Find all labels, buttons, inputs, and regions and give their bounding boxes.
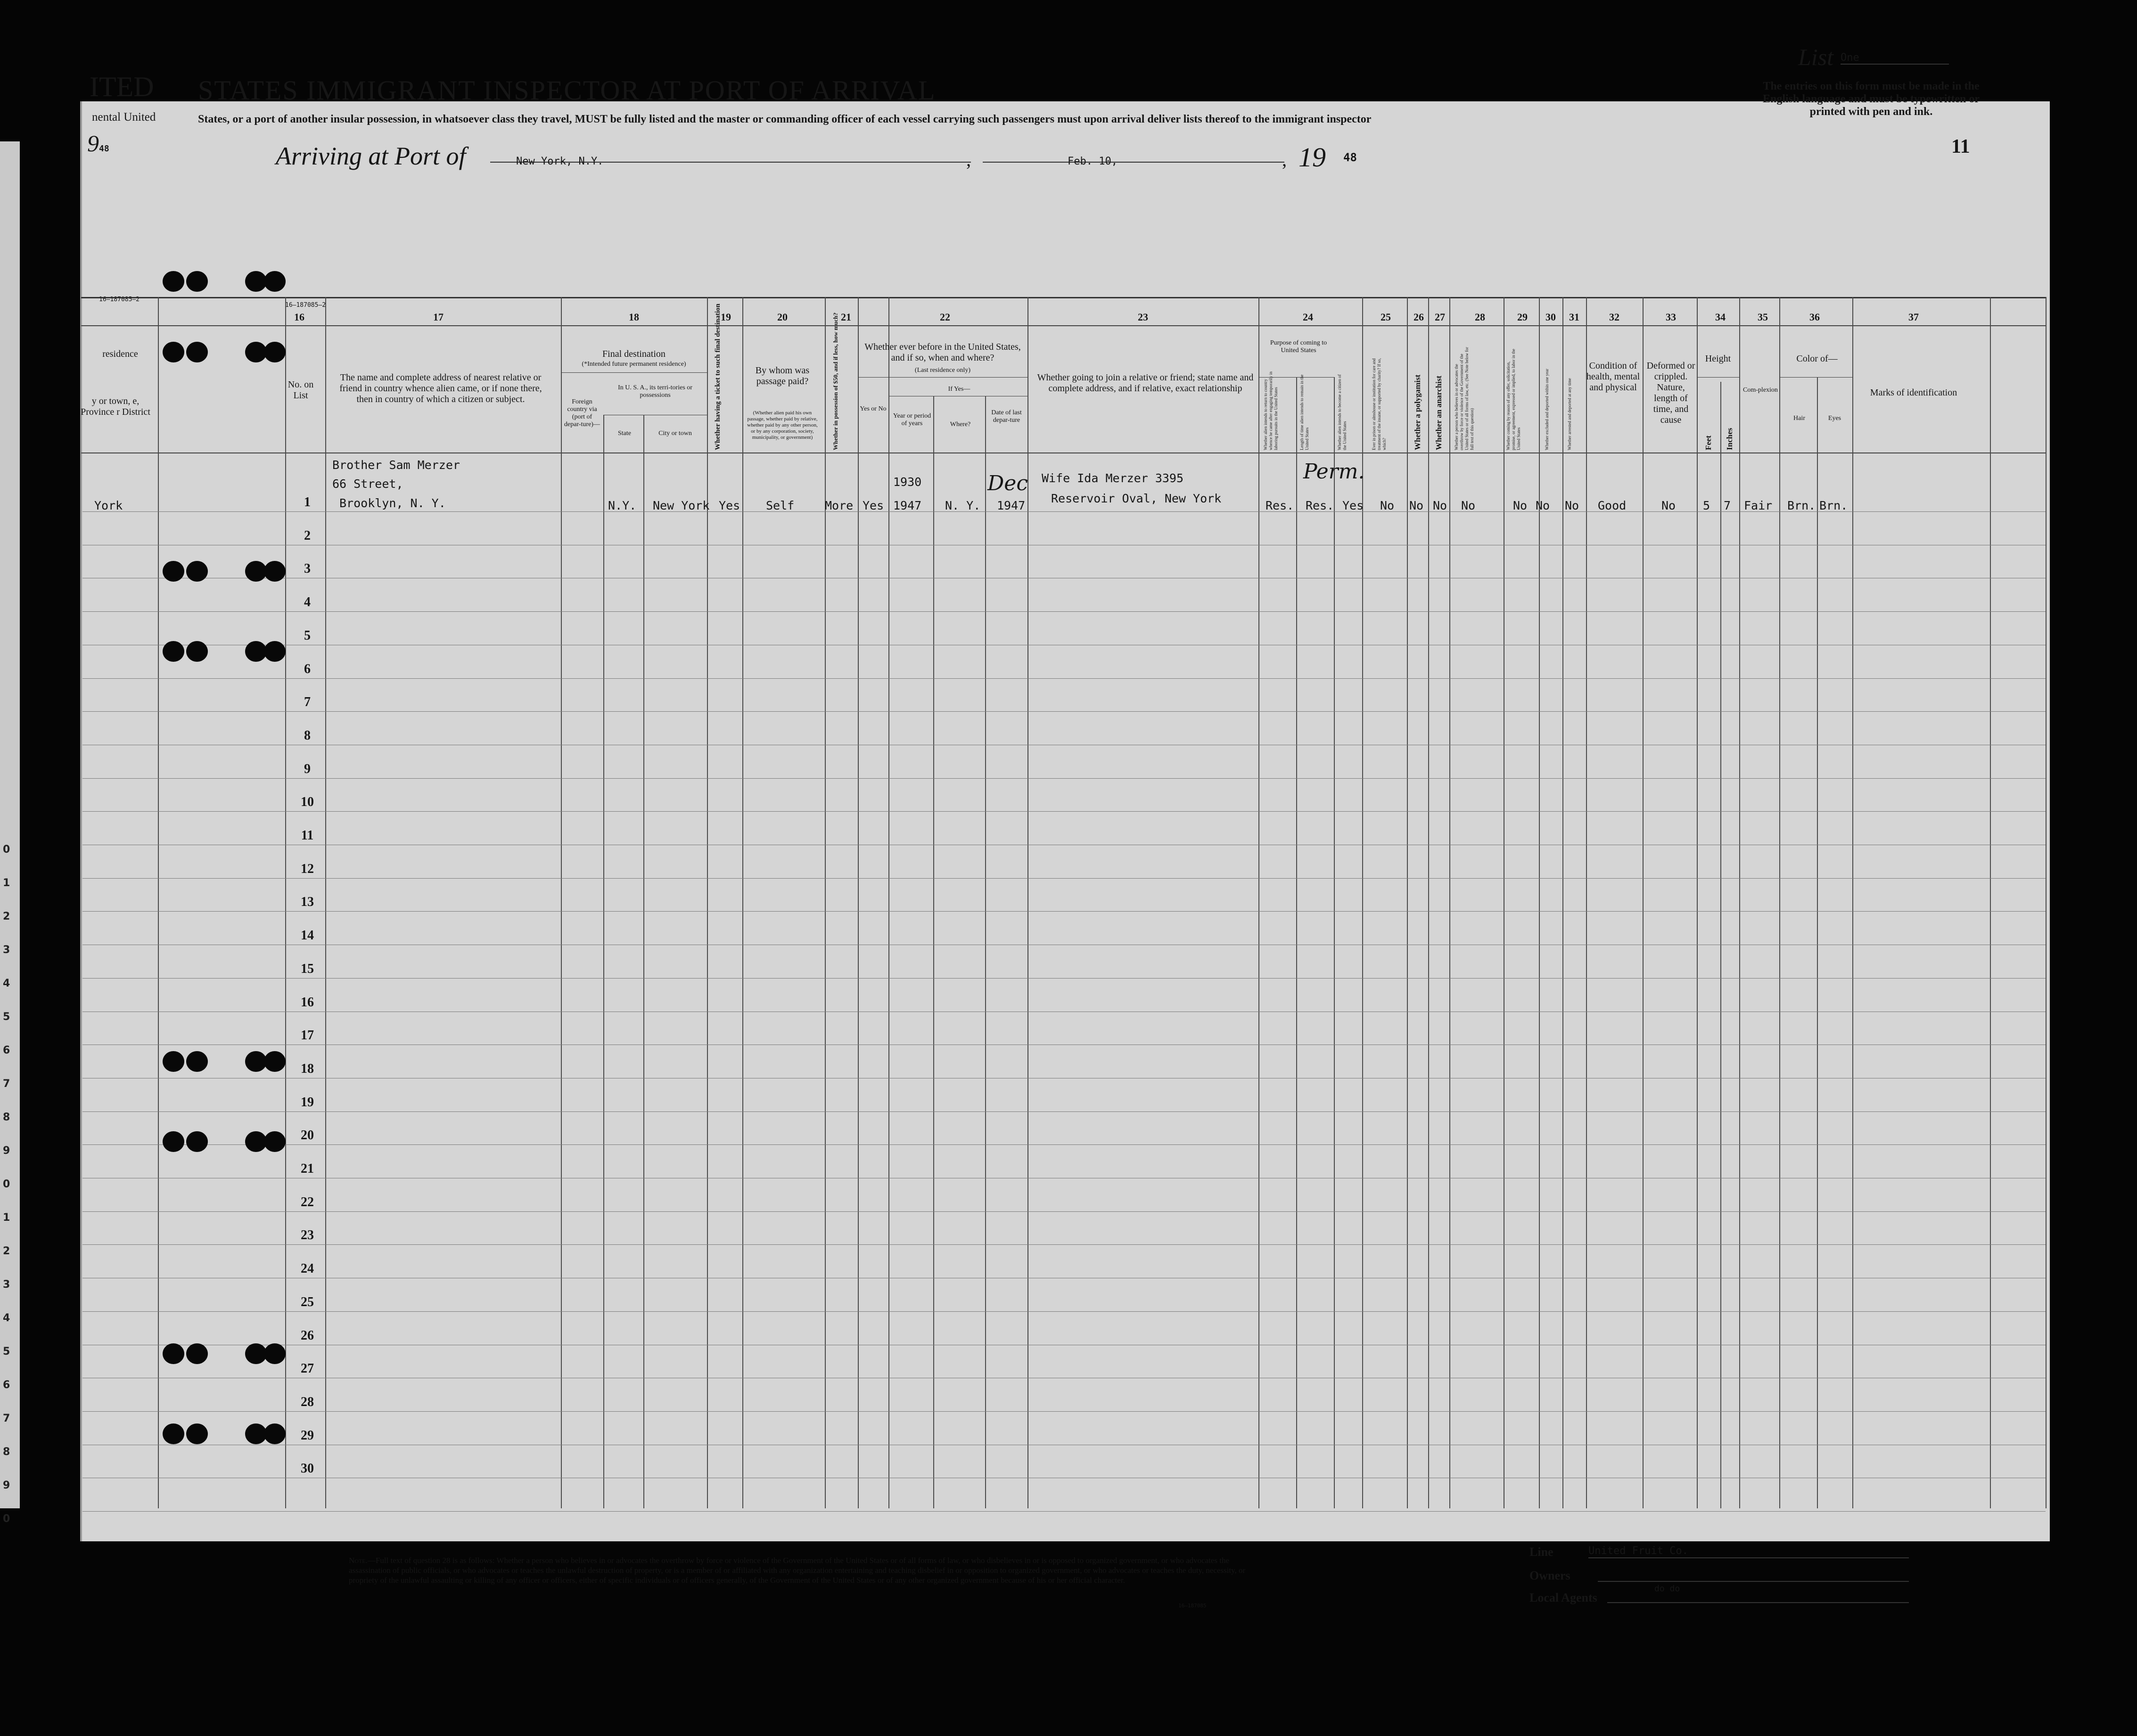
arriving-label: Arriving at Port of <box>276 142 466 170</box>
entry-before-yes: Yes <box>863 499 884 512</box>
header-purpose-b: Length of time alien intends to remain in the United States <box>1299 374 1309 450</box>
column-line <box>933 396 934 1508</box>
line-value: United Fruit Co. <box>1588 1545 1688 1557</box>
entry-q28: No <box>1461 499 1476 512</box>
subheader-rule <box>1697 377 1739 378</box>
header-no-on-list: No. on List <box>288 379 314 401</box>
header-foreign-country: Foreign country via (port of depar-ture)— <box>564 398 600 428</box>
colnum-28: 28 <box>1475 311 1485 323</box>
row-number: 26 <box>301 1328 314 1343</box>
punch-hole <box>264 271 286 292</box>
row-number: 11 <box>301 828 314 843</box>
subheader-rule <box>561 372 707 373</box>
left-strip-number: 5 <box>3 1346 10 1358</box>
column-line <box>2046 297 2047 1508</box>
line-label: Line <box>1529 1545 1553 1559</box>
left-strip-number: 1 <box>3 1212 10 1224</box>
header-ticket: Whether having a ticket to such final destination <box>714 304 722 450</box>
header-state: State <box>618 430 631 437</box>
subheader-rule <box>858 377 1027 378</box>
subtitle-fragment-left: nental United <box>92 111 156 123</box>
row-number: 15 <box>301 961 314 976</box>
comma-2: , <box>1282 149 1287 170</box>
row-number: 25 <box>301 1294 314 1309</box>
column-line <box>1296 377 1297 1508</box>
entry-relative-line3: Brooklyn, N. Y. <box>339 496 446 510</box>
header-height: Height <box>1705 354 1731 364</box>
left-page-strip <box>0 141 20 1525</box>
colnum-16: 16 <box>294 311 304 323</box>
entry-purpose-c: Yes <box>1342 499 1364 512</box>
colnum-30: 30 <box>1545 311 1556 323</box>
colnum-25: 25 <box>1381 311 1391 323</box>
date-value: Feb. 10, <box>1068 156 1118 167</box>
entry-complexion: Fair <box>1744 499 1773 512</box>
punch-hole <box>163 1343 184 1364</box>
row-number: 10 <box>301 795 314 810</box>
colnum-29: 29 <box>1517 311 1528 323</box>
left-strip-number: 7 <box>3 1413 10 1424</box>
row-line <box>82 1211 2046 1212</box>
colnum-22: 22 <box>940 311 950 323</box>
left-strip-number: 9 <box>3 1480 10 1491</box>
punch-hole <box>163 1131 184 1152</box>
entry-state: N.Y. <box>608 499 637 512</box>
colnum-23: 23 <box>1138 311 1148 323</box>
row-line <box>82 1411 2046 1412</box>
column-line <box>1643 297 1644 1508</box>
column-line <box>1779 297 1780 1508</box>
colnum-21: 21 <box>841 311 851 323</box>
colnum-34: 34 <box>1715 311 1726 323</box>
header-q31: Whether arrested and deported at any time <box>1567 378 1572 450</box>
punch-hole <box>186 1343 208 1364</box>
entry-residence: York <box>94 499 123 512</box>
left-strip-number: 0 <box>3 844 10 856</box>
column-line <box>888 297 889 1508</box>
entry-feet: 5 <box>1703 499 1710 512</box>
left-strip-number: 0 <box>3 1513 10 1525</box>
header-polygamist: Whether a polygamist <box>1413 374 1422 450</box>
header-hair: Hair <box>1793 415 1805 422</box>
header-eyes: Eyes <box>1828 415 1841 422</box>
row-line <box>82 1111 2046 1112</box>
header-yes-no: Yes or No <box>860 405 887 412</box>
header-before-in-us: Whether ever before in the United States, and if so, when and where? <box>864 342 1021 363</box>
subheader-rule <box>1779 377 1852 378</box>
row-number: 16 <box>301 995 314 1010</box>
entry-polygamist: No <box>1409 499 1424 512</box>
row-line <box>82 1244 2046 1245</box>
footnote-question-28 <box>349 1555 1258 1585</box>
row-number: 8 <box>304 728 311 743</box>
colnum-35: 35 <box>1758 311 1768 323</box>
entry-purpose-b: Res. <box>1306 499 1334 512</box>
list-value: One <box>1841 52 1949 65</box>
header-city: City or town <box>658 430 692 437</box>
colnum-37: 37 <box>1908 311 1919 323</box>
port-value: New York, N.Y. <box>516 156 604 167</box>
punch-hole <box>163 1051 184 1072</box>
header-going-to-join: Whether going to join a relative or friend; state name and complete address, and if relative, exact relationship <box>1037 372 1254 394</box>
header-deformed: Deformed or crippled. Nature, length of time, and cause <box>1646 361 1695 425</box>
row-number: 23 <box>301 1228 314 1243</box>
colnum-27: 27 <box>1435 311 1445 323</box>
row-number: 21 <box>301 1161 314 1176</box>
left-strip-number: 9 <box>3 1145 10 1157</box>
row-number: 1 <box>304 495 311 510</box>
entry-eyes: Brn. <box>1819 499 1848 512</box>
column-line <box>707 297 708 1508</box>
row-line <box>82 611 2046 612</box>
header-relative: The name and complete address of nearest relative or friend in country whence alien came, or if none there, then in country of which a citizen or subject. <box>339 372 542 404</box>
entry-before-month-handwritten: Dec <box>987 471 1028 495</box>
left-year: 948 <box>87 130 109 156</box>
row-number: 14 <box>301 928 314 943</box>
column-line <box>285 297 286 1508</box>
row-number: 12 <box>301 861 314 876</box>
colnum-24: 24 <box>1303 311 1313 323</box>
row-number: 18 <box>301 1061 314 1076</box>
column-line <box>1428 297 1429 1508</box>
punch-hole <box>186 641 208 662</box>
punch-hole <box>186 1131 208 1152</box>
entry-health: Good <box>1598 499 1627 512</box>
agents-fill <box>1607 1591 1909 1603</box>
column-line <box>1586 297 1587 1508</box>
owners-fill <box>1598 1570 1909 1582</box>
colnum-26: 26 <box>1414 311 1424 323</box>
entry-purpose-b-handwritten: Perm. <box>1303 460 1365 484</box>
column-line <box>1258 297 1259 1508</box>
punch-hole <box>163 561 184 582</box>
punch-hole <box>163 641 184 662</box>
column-line <box>561 297 562 1508</box>
row-number: 2 <box>304 528 311 543</box>
header-health: Condition of health, mental and physical <box>1586 361 1640 393</box>
header-before-sub: (Last residence only) <box>914 367 971 374</box>
column-line <box>858 297 859 1508</box>
header-feet: Feet <box>1704 435 1713 450</box>
entry-q29: No <box>1513 499 1528 512</box>
entry-city: New York <box>653 499 710 512</box>
left-strip-number: 2 <box>3 1245 10 1257</box>
colnum-20: 20 <box>777 311 788 323</box>
row-number: 5 <box>304 628 311 643</box>
colnum-rule <box>81 325 2047 326</box>
colnum-36: 36 <box>1809 311 1820 323</box>
left-strip-number: 8 <box>3 1111 10 1123</box>
entry-relative-line2: 66 Street, <box>332 477 403 491</box>
header-final-destination: Final destination <box>602 349 666 359</box>
header-money: Whether in possession of $50, and if less, how much? <box>832 313 839 450</box>
list-label: List <box>1798 44 1834 70</box>
punch-hole <box>264 1131 286 1152</box>
colnum-31: 31 <box>1569 311 1579 323</box>
header-passage-paid: By whom was passage paid? <box>755 365 810 387</box>
colnum-18: 18 <box>629 311 639 323</box>
row-line <box>82 978 2046 979</box>
header-q29: Whether coming by reason of any offer, solicitation, promise, or agreement, expressed or implied, to labor in the United States <box>1506 349 1521 450</box>
header-residence-sub: y or town, e, Province r District <box>81 396 150 417</box>
entry-q30: No <box>1536 499 1550 512</box>
punch-hole <box>264 641 286 662</box>
left-strip-number: 0 <box>3 1178 10 1190</box>
punch-hole <box>163 342 184 362</box>
punch-hole <box>186 1423 208 1444</box>
punch-hole <box>264 1423 286 1444</box>
header-passage-paid-sub: (Whether alien paid his own passage, whether paid by relative, whether paid by any other person, or by any corporation, society, municipality, or government) <box>747 410 818 440</box>
page-title: STATES IMMIGRANT INSPECTOR AT PORT OF ARRIVAL <box>198 75 936 106</box>
entry-hair: Brn. <box>1787 499 1816 512</box>
punch-hole <box>163 271 184 292</box>
row-number: 29 <box>301 1428 314 1443</box>
row-number: 19 <box>301 1094 314 1110</box>
colnum-32: 32 <box>1609 311 1619 323</box>
header-if-yes: If Yes— <box>948 386 970 393</box>
page-number: 11 <box>1951 136 1970 157</box>
entry-deformed: No <box>1661 499 1676 512</box>
header-complexion: Com-plexion <box>1743 387 1778 394</box>
row-line <box>82 678 2046 679</box>
header-marks: Marks of identification <box>1870 387 1957 398</box>
header-color: Color of— <box>1796 354 1838 364</box>
punch-hole <box>186 271 208 292</box>
page-subtitle: States, or a port of another insular possession, in whatsoever class they travel, MUST be fully listed and the master or commanding officer of each vessel carrying such passengers must upon arrival deliver lists thereof to the immigrant inspector <box>198 113 1372 125</box>
row-number: 24 <box>301 1261 314 1276</box>
punch-hole <box>264 342 286 362</box>
column-line <box>1562 297 1563 1508</box>
left-strip-number: 6 <box>3 1045 10 1056</box>
year-prefix: 19 <box>1299 142 1326 173</box>
colnum-19: 19 <box>721 311 731 323</box>
row-number: 13 <box>301 895 314 910</box>
date-line <box>983 162 1284 163</box>
comma-1: , <box>966 149 971 170</box>
column-line <box>1739 297 1740 1508</box>
left-strip-number: 2 <box>3 911 10 922</box>
row-number: 20 <box>301 1128 314 1143</box>
entry-before-years-1: 1930 <box>893 475 922 489</box>
header-in-usa: In U. S. A., its terri-tories or possessions <box>618 384 692 399</box>
column-line <box>985 396 986 1508</box>
column-line <box>1539 297 1540 1508</box>
header-where: Where? <box>950 421 971 428</box>
header-prison: Ever in prison or almshouse or institution for care and treatment of the insane, or supported by charity? If so, which? <box>1372 358 1387 450</box>
title-fragment-left: ITED <box>90 71 154 102</box>
row-line <box>82 1511 2046 1512</box>
row-number: 22 <box>301 1194 314 1209</box>
punch-hole <box>186 1051 208 1072</box>
entry-join-line2: Reservoir Oval, New York <box>1051 492 1222 505</box>
entry-purpose-a: Res. <box>1266 499 1294 512</box>
column-line <box>1334 377 1335 1508</box>
row-number: 28 <box>301 1394 314 1409</box>
colnum-17: 17 <box>433 311 444 323</box>
entries-note: The entries on this form must be made in the English language and must be typewritten or printed with pen and ink. <box>1762 80 1980 118</box>
header-date-departure: Date of last depar-ture <box>991 409 1022 424</box>
row-number: 4 <box>304 595 311 610</box>
entry-passage-paid: Self <box>766 499 795 512</box>
row-line <box>82 878 2046 879</box>
column-line <box>1407 297 1408 1508</box>
entry-anarchist: No <box>1433 499 1447 512</box>
column-line <box>158 297 159 1508</box>
owners-label: Owners <box>1529 1569 1570 1582</box>
row-line <box>82 1144 2046 1145</box>
note-text: —Full text of question 28 is as follows: Whether a person who believes in or advocates the overthrow by force or violence of the Government of the United States or of all forms of law, or who disbelieves in or is opposed to organized government, or who advocates the assassination of public officials, or who advocates or teaches the unlawful destruction of property, or is a member of or affiliated with any organization entertaining and teaching disbelief in or opposition to organized government, or who advocates or teaches the duty, necessity, or propriety of the unlawful assaulting or killing of any officer or officers, either of specific individuals or of officers generally, of the Government of the United States or of any other organized government because of his or her official character. <box>349 1556 1246 1585</box>
header-q28: Whether a person who believes in or advocates the overthrow by force or violence of the Government of the United States or of all forms of law, etc. (See Note below for full text of this question) <box>1454 347 1474 450</box>
header-purpose-a: Whether alien intends to return to country whence he came after engaging temporarily in laboring pursuits in the United States <box>1263 371 1278 450</box>
left-strip-number: 1 <box>3 877 10 889</box>
left-strip-number: 3 <box>3 944 10 956</box>
punch-hole <box>264 1051 286 1072</box>
entry-before-where: N. Y. <box>945 499 981 512</box>
entry-relative-line1: Brother Sam Merzer <box>332 458 460 472</box>
header-years: Year or period of years <box>893 412 931 427</box>
left-strip-number: 4 <box>3 1312 10 1324</box>
row-number: 7 <box>304 695 311 710</box>
left-strip-number: 6 <box>3 1379 10 1391</box>
row-line <box>82 911 2046 912</box>
footnote-form-code: 16—187085 <box>1178 1603 1207 1609</box>
header-inches: Inches <box>1725 428 1734 450</box>
header-purpose: Purpose of coming to United States <box>1270 339 1327 354</box>
entry-q31: No <box>1565 499 1579 512</box>
form-code-mid: 16—187085—2 <box>285 302 326 309</box>
left-strip-number: 5 <box>3 1011 10 1023</box>
colnum-33: 33 <box>1666 311 1676 323</box>
entry-inches: 7 <box>1724 499 1731 512</box>
row-number: 17 <box>301 1028 314 1043</box>
column-line <box>1817 377 1818 1508</box>
left-strip-number: 3 <box>3 1279 10 1291</box>
form-code-left: 16—187085—2 <box>99 296 140 303</box>
header-residence: residence <box>102 349 138 359</box>
row-number: 9 <box>304 761 311 776</box>
row-line <box>82 711 2046 712</box>
entry-ticket: Yes <box>719 499 740 512</box>
entry-money: More <box>825 499 854 512</box>
row-number: 30 <box>301 1461 314 1476</box>
column-line <box>1990 297 1991 1508</box>
punch-hole <box>186 342 208 362</box>
column-line <box>742 297 743 1508</box>
header-q30: Whether excluded and deported within one year <box>1545 369 1549 450</box>
entry-before-date: 1947 <box>997 499 1026 512</box>
punch-hole <box>264 1343 286 1364</box>
column-line <box>1697 297 1698 1508</box>
entry-join-line1: Wife Ida Merzer 3395 <box>1042 471 1184 485</box>
left-strip-number: 4 <box>3 978 10 989</box>
entry-prison: No <box>1380 499 1395 512</box>
punch-hole <box>163 1423 184 1444</box>
header-purpose-c: Whether alien intends to become a citizen of the United States <box>1337 374 1347 450</box>
left-strip-number: 8 <box>3 1446 10 1458</box>
punch-hole <box>186 561 208 582</box>
row-line <box>82 1311 2046 1312</box>
column-line <box>1449 297 1450 1508</box>
column-line <box>825 297 826 1508</box>
row-line <box>82 778 2046 779</box>
left-strip-number: 7 <box>3 1078 10 1090</box>
agents-value: do do <box>1654 1584 1680 1594</box>
row-line <box>82 811 2046 812</box>
row-number: 27 <box>301 1361 314 1376</box>
punch-hole <box>264 561 286 582</box>
year-suffix: 48 <box>1343 151 1357 164</box>
column-line <box>1852 297 1853 1508</box>
header-anarchist: Whether an anarchist <box>1434 375 1443 450</box>
note-label: Note. <box>349 1556 368 1565</box>
entry-before-years-2: 1947 <box>893 499 922 512</box>
agents-label: Local Agents <box>1529 1591 1597 1604</box>
row-number: 6 <box>304 661 311 676</box>
table-top-border <box>81 297 2047 298</box>
header-final-destination-sub: (*Intended future permanent residence) <box>582 361 686 368</box>
row-number: 3 <box>304 561 311 576</box>
